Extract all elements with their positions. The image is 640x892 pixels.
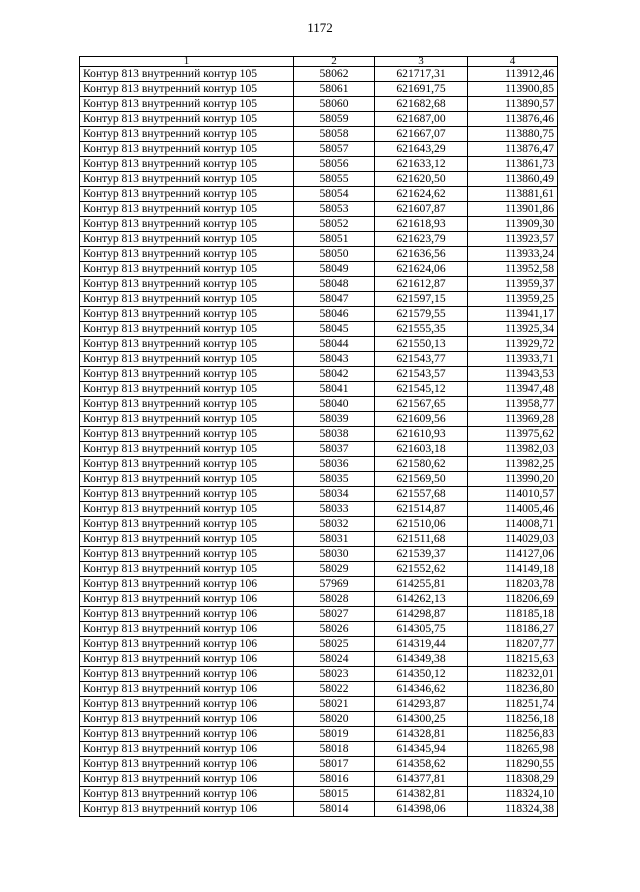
point-number-cell: 58031	[294, 532, 375, 547]
contour-name-cell: Контур 813 внутренний контур 105	[80, 232, 294, 247]
y-coordinate-cell: 113982,03	[468, 442, 558, 457]
point-number-cell: 58021	[294, 697, 375, 712]
y-coordinate-cell: 113958,77	[468, 397, 558, 412]
x-coordinate-cell: 621580,62	[375, 457, 468, 472]
contour-name-cell: Контур 813 внутренний контур 105	[80, 502, 294, 517]
y-coordinate-cell: 118215,63	[468, 652, 558, 667]
y-coordinate-cell: 113929,72	[468, 337, 558, 352]
table-row	[80, 232, 558, 247]
table-row	[80, 622, 558, 637]
point-number-cell: 58061	[294, 82, 375, 97]
x-coordinate-cell: 621511,68	[375, 532, 468, 547]
y-coordinate-cell: 113933,71	[468, 352, 558, 367]
table-body	[80, 67, 558, 817]
contour-name-cell: Контур 813 внутренний контур 105	[80, 517, 294, 532]
y-coordinate-cell: 113959,25	[468, 292, 558, 307]
y-coordinate-cell: 118251,74	[468, 697, 558, 712]
contour-name-cell: Контур 813 внутренний контур 106	[80, 757, 294, 772]
table-row	[80, 427, 558, 442]
y-coordinate-cell: 113912,46	[468, 67, 558, 82]
point-number-cell: 58059	[294, 112, 375, 127]
point-number-cell: 58026	[294, 622, 375, 637]
contour-name-cell: Контур 813 внутренний контур 106	[80, 622, 294, 637]
table-row	[80, 292, 558, 307]
table-header	[80, 57, 558, 67]
point-number-cell: 58058	[294, 127, 375, 142]
y-coordinate-cell: 118256,18	[468, 712, 558, 727]
point-number-cell: 58015	[294, 787, 375, 802]
x-coordinate-cell: 621543,77	[375, 352, 468, 367]
x-coordinate-cell: 621543,57	[375, 367, 468, 382]
contour-name-cell: Контур 813 внутренний контур 105	[80, 337, 294, 352]
y-coordinate-cell: 118232,01	[468, 667, 558, 682]
table-row	[80, 202, 558, 217]
contour-name-cell: Контур 813 внутренний контур 105	[80, 202, 294, 217]
y-coordinate-cell: 113969,28	[468, 412, 558, 427]
y-coordinate-cell: 118324,10	[468, 787, 558, 802]
x-coordinate-cell: 621643,29	[375, 142, 468, 157]
contour-name-cell: Контур 813 внутренний контур 106	[80, 652, 294, 667]
table-row	[80, 112, 558, 127]
contour-name-cell: Контур 813 внутренний контур 105	[80, 412, 294, 427]
contour-name-cell: Контур 813 внутренний контур 105	[80, 262, 294, 277]
point-number-cell: 58057	[294, 142, 375, 157]
table-row	[80, 142, 558, 157]
contour-name-cell: Контур 813 внутренний контур 105	[80, 487, 294, 502]
contour-name-cell: Контур 813 внутренний контур 105	[80, 427, 294, 442]
y-coordinate-cell: 118185,18	[468, 607, 558, 622]
x-coordinate-cell: 621557,68	[375, 487, 468, 502]
point-number-cell: 58027	[294, 607, 375, 622]
x-coordinate-cell: 621552,62	[375, 562, 468, 577]
x-coordinate-cell: 621550,13	[375, 337, 468, 352]
column-header-1: 1	[80, 57, 294, 67]
x-coordinate-cell: 621717,31	[375, 67, 468, 82]
contour-name-cell: Контур 813 внутренний контур 105	[80, 292, 294, 307]
point-number-cell: 58016	[294, 772, 375, 787]
table-row	[80, 502, 558, 517]
y-coordinate-cell: 113947,48	[468, 382, 558, 397]
point-number-cell: 58028	[294, 592, 375, 607]
contour-name-cell: Контур 813 внутренний контур 105	[80, 112, 294, 127]
page-number: 1172	[307, 20, 333, 35]
y-coordinate-cell: 114127,06	[468, 547, 558, 562]
table-row	[80, 277, 558, 292]
contour-name-cell: Контур 813 внутренний контур 105	[80, 187, 294, 202]
table-row	[80, 652, 558, 667]
point-number-cell: 58062	[294, 67, 375, 82]
point-number-cell: 58020	[294, 712, 375, 727]
point-number-cell: 58030	[294, 547, 375, 562]
contour-name-cell: Контур 813 внутренний контур 105	[80, 532, 294, 547]
contour-name-cell: Контур 813 внутренний контур 105	[80, 127, 294, 142]
x-coordinate-cell: 621545,12	[375, 382, 468, 397]
table-row	[80, 127, 558, 142]
y-coordinate-cell: 113860,49	[468, 172, 558, 187]
point-number-cell: 58036	[294, 457, 375, 472]
table-row	[80, 757, 558, 772]
table-row	[80, 532, 558, 547]
x-coordinate-cell: 614350,12	[375, 667, 468, 682]
point-number-cell: 58045	[294, 322, 375, 337]
contour-name-cell: Контур 813 внутренний контур 105	[80, 352, 294, 367]
x-coordinate-cell: 621567,65	[375, 397, 468, 412]
contour-name-cell: Контур 813 внутренний контур 105	[80, 172, 294, 187]
contour-name-cell: Контур 813 внутренний контур 105	[80, 82, 294, 97]
y-coordinate-cell: 118290,55	[468, 757, 558, 772]
y-coordinate-cell: 114005,46	[468, 502, 558, 517]
contour-name-cell: Контур 813 внутренний контур 105	[80, 457, 294, 472]
x-coordinate-cell: 621682,68	[375, 97, 468, 112]
table-row	[80, 247, 558, 262]
contour-name-cell: Контур 813 внутренний контур 106	[80, 712, 294, 727]
y-coordinate-cell: 113876,47	[468, 142, 558, 157]
x-coordinate-cell: 614255,81	[375, 577, 468, 592]
x-coordinate-cell: 614293,87	[375, 697, 468, 712]
table-row	[80, 727, 558, 742]
table-row	[80, 487, 558, 502]
y-coordinate-cell: 118206,69	[468, 592, 558, 607]
contour-name-cell: Контур 813 внутренний контур 106	[80, 772, 294, 787]
table-row	[80, 772, 558, 787]
table-row	[80, 577, 558, 592]
table-row	[80, 172, 558, 187]
y-coordinate-cell: 113975,62	[468, 427, 558, 442]
point-number-cell: 58053	[294, 202, 375, 217]
point-number-cell: 58025	[294, 637, 375, 652]
contour-name-cell: Контур 813 внутренний контур 106	[80, 697, 294, 712]
table-row	[80, 307, 558, 322]
point-number-cell: 58052	[294, 217, 375, 232]
contour-name-cell: Контур 813 внутренний контур 106	[80, 592, 294, 607]
table-row	[80, 322, 558, 337]
point-number-cell: 58055	[294, 172, 375, 187]
y-coordinate-cell: 113880,75	[468, 127, 558, 142]
x-coordinate-cell: 614262,13	[375, 592, 468, 607]
contour-name-cell: Контур 813 внутренний контур 105	[80, 307, 294, 322]
contour-name-cell: Контур 813 внутренний контур 105	[80, 157, 294, 172]
table-row	[80, 682, 558, 697]
table-row	[80, 412, 558, 427]
contour-name-cell: Контур 813 внутренний контур 105	[80, 97, 294, 112]
x-coordinate-cell: 614298,87	[375, 607, 468, 622]
x-coordinate-cell: 614346,62	[375, 682, 468, 697]
table-row	[80, 607, 558, 622]
y-coordinate-cell: 113982,25	[468, 457, 558, 472]
y-coordinate-cell: 114149,18	[468, 562, 558, 577]
point-number-cell: 58044	[294, 337, 375, 352]
contour-name-cell: Контур 813 внутренний контур 105	[80, 322, 294, 337]
y-coordinate-cell: 114008,71	[468, 517, 558, 532]
point-number-cell: 58022	[294, 682, 375, 697]
x-coordinate-cell: 621579,55	[375, 307, 468, 322]
contour-name-cell: Контур 813 внутренний контур 105	[80, 472, 294, 487]
y-coordinate-cell: 113959,37	[468, 277, 558, 292]
table-row	[80, 517, 558, 532]
x-coordinate-cell: 614398,06	[375, 802, 468, 817]
table-row	[80, 802, 558, 817]
table-row	[80, 217, 558, 232]
y-coordinate-cell: 113923,57	[468, 232, 558, 247]
y-coordinate-cell: 113881,61	[468, 187, 558, 202]
contour-name-cell: Контур 813 внутренний контур 105	[80, 547, 294, 562]
y-coordinate-cell: 118265,98	[468, 742, 558, 757]
y-coordinate-cell: 114010,57	[468, 487, 558, 502]
contour-name-cell: Контур 813 внутренний контур 106	[80, 802, 294, 817]
y-coordinate-cell: 113952,58	[468, 262, 558, 277]
x-coordinate-cell: 621624,06	[375, 262, 468, 277]
point-number-cell: 58034	[294, 487, 375, 502]
table-row	[80, 187, 558, 202]
x-coordinate-cell: 614349,38	[375, 652, 468, 667]
contour-name-cell: Контур 813 внутренний контур 106	[80, 577, 294, 592]
x-coordinate-cell: 621597,15	[375, 292, 468, 307]
table-row	[80, 697, 558, 712]
y-coordinate-cell: 114029,03	[468, 532, 558, 547]
point-number-cell: 58032	[294, 517, 375, 532]
point-number-cell: 58038	[294, 427, 375, 442]
x-coordinate-cell: 621569,50	[375, 472, 468, 487]
point-number-cell: 58023	[294, 667, 375, 682]
table-row	[80, 472, 558, 487]
y-coordinate-cell: 113890,57	[468, 97, 558, 112]
y-coordinate-cell: 118256,83	[468, 727, 558, 742]
x-coordinate-cell: 621607,87	[375, 202, 468, 217]
x-coordinate-cell: 614382,81	[375, 787, 468, 802]
point-number-cell: 58017	[294, 757, 375, 772]
table-row	[80, 337, 558, 352]
table-row	[80, 457, 558, 472]
column-header-2: 2	[294, 57, 375, 67]
contour-name-cell: Контур 813 внутренний контур 105	[80, 367, 294, 382]
contour-name-cell: Контур 813 внутренний контур 105	[80, 247, 294, 262]
table-row	[80, 667, 558, 682]
contour-name-cell: Контур 813 внутренний контур 105	[80, 397, 294, 412]
contour-name-cell: Контур 813 внутренний контур 106	[80, 787, 294, 802]
y-coordinate-cell: 118236,80	[468, 682, 558, 697]
point-number-cell: 58060	[294, 97, 375, 112]
table-row	[80, 382, 558, 397]
x-coordinate-cell: 621555,35	[375, 322, 468, 337]
point-number-cell: 58042	[294, 367, 375, 382]
x-coordinate-cell: 621624,62	[375, 187, 468, 202]
point-number-cell: 57969	[294, 577, 375, 592]
x-coordinate-cell: 621618,93	[375, 217, 468, 232]
table-row	[80, 787, 558, 802]
point-number-cell: 58039	[294, 412, 375, 427]
point-number-cell: 58049	[294, 262, 375, 277]
coordinates-table	[79, 56, 558, 817]
point-number-cell: 58018	[294, 742, 375, 757]
contour-name-cell: Контур 813 внутренний контур 106	[80, 742, 294, 757]
header-row	[80, 57, 558, 67]
point-number-cell: 58048	[294, 277, 375, 292]
point-number-cell: 58056	[294, 157, 375, 172]
contour-name-cell: Контур 813 внутренний контур 106	[80, 607, 294, 622]
table-row	[80, 262, 558, 277]
x-coordinate-cell: 621510,06	[375, 517, 468, 532]
x-coordinate-cell: 614345,94	[375, 742, 468, 757]
x-coordinate-cell: 614358,62	[375, 757, 468, 772]
x-coordinate-cell: 621636,56	[375, 247, 468, 262]
table-row	[80, 547, 558, 562]
x-coordinate-cell: 621691,75	[375, 82, 468, 97]
y-coordinate-cell: 113861,73	[468, 157, 558, 172]
y-coordinate-cell: 118308,29	[468, 772, 558, 787]
table-row	[80, 742, 558, 757]
x-coordinate-cell: 621603,18	[375, 442, 468, 457]
point-number-cell: 58047	[294, 292, 375, 307]
point-number-cell: 58043	[294, 352, 375, 367]
table-row	[80, 67, 558, 82]
point-number-cell: 58014	[294, 802, 375, 817]
table-row	[80, 352, 558, 367]
y-coordinate-cell: 113909,30	[468, 217, 558, 232]
y-coordinate-cell: 113925,34	[468, 322, 558, 337]
y-coordinate-cell: 113990,20	[468, 472, 558, 487]
x-coordinate-cell: 614319,44	[375, 637, 468, 652]
contour-name-cell: Контур 813 внутренний контур 105	[80, 562, 294, 577]
table-row	[80, 397, 558, 412]
x-coordinate-cell: 621687,00	[375, 112, 468, 127]
x-coordinate-cell: 621609,56	[375, 412, 468, 427]
x-coordinate-cell: 614328,81	[375, 727, 468, 742]
table-row	[80, 82, 558, 97]
x-coordinate-cell: 614300,25	[375, 712, 468, 727]
point-number-cell: 58024	[294, 652, 375, 667]
y-coordinate-cell: 113901,86	[468, 202, 558, 217]
contour-name-cell: Контур 813 внутренний контур 105	[80, 442, 294, 457]
point-number-cell: 58054	[294, 187, 375, 202]
x-coordinate-cell: 621612,87	[375, 277, 468, 292]
y-coordinate-cell: 113933,24	[468, 247, 558, 262]
point-number-cell: 58040	[294, 397, 375, 412]
point-number-cell: 58050	[294, 247, 375, 262]
table-row	[80, 442, 558, 457]
contour-name-cell: Контур 813 внутренний контур 105	[80, 217, 294, 232]
table-row	[80, 637, 558, 652]
contour-name-cell: Контур 813 внутренний контур 106	[80, 637, 294, 652]
table-row	[80, 592, 558, 607]
x-coordinate-cell: 621539,37	[375, 547, 468, 562]
y-coordinate-cell: 113900,85	[468, 82, 558, 97]
column-header-4: 4	[468, 57, 558, 67]
x-coordinate-cell: 614377,81	[375, 772, 468, 787]
y-coordinate-cell: 113941,17	[468, 307, 558, 322]
table-row	[80, 712, 558, 727]
x-coordinate-cell: 621620,50	[375, 172, 468, 187]
table-row	[80, 367, 558, 382]
y-coordinate-cell: 113876,46	[468, 112, 558, 127]
x-coordinate-cell: 621667,07	[375, 127, 468, 142]
x-coordinate-cell: 621610,93	[375, 427, 468, 442]
contour-name-cell: Контур 813 внутренний контур 106	[80, 682, 294, 697]
point-number-cell: 58041	[294, 382, 375, 397]
point-number-cell: 58019	[294, 727, 375, 742]
y-coordinate-cell: 118203,78	[468, 577, 558, 592]
y-coordinate-cell: 118207,77	[468, 637, 558, 652]
x-coordinate-cell: 621623,79	[375, 232, 468, 247]
contour-name-cell: Контур 813 внутренний контур 106	[80, 727, 294, 742]
y-coordinate-cell: 118186,27	[468, 622, 558, 637]
point-number-cell: 58033	[294, 502, 375, 517]
y-coordinate-cell: 113943,53	[468, 367, 558, 382]
table-row	[80, 97, 558, 112]
point-number-cell: 58029	[294, 562, 375, 577]
x-coordinate-cell: 614305,75	[375, 622, 468, 637]
table-row	[80, 562, 558, 577]
point-number-cell: 58051	[294, 232, 375, 247]
contour-name-cell: Контур 813 внутренний контур 105	[80, 142, 294, 157]
contour-name-cell: Контур 813 внутренний контур 105	[80, 382, 294, 397]
contour-name-cell: Контур 813 внутренний контур 106	[80, 667, 294, 682]
table-row	[80, 157, 558, 172]
point-number-cell: 58037	[294, 442, 375, 457]
x-coordinate-cell: 621633,12	[375, 157, 468, 172]
point-number-cell: 58035	[294, 472, 375, 487]
y-coordinate-cell: 118324,38	[468, 802, 558, 817]
contour-name-cell: Контур 813 внутренний контур 105	[80, 277, 294, 292]
point-number-cell: 58046	[294, 307, 375, 322]
column-header-3: 3	[375, 57, 468, 67]
contour-name-cell: Контур 813 внутренний контур 105	[80, 67, 294, 82]
x-coordinate-cell: 621514,87	[375, 502, 468, 517]
